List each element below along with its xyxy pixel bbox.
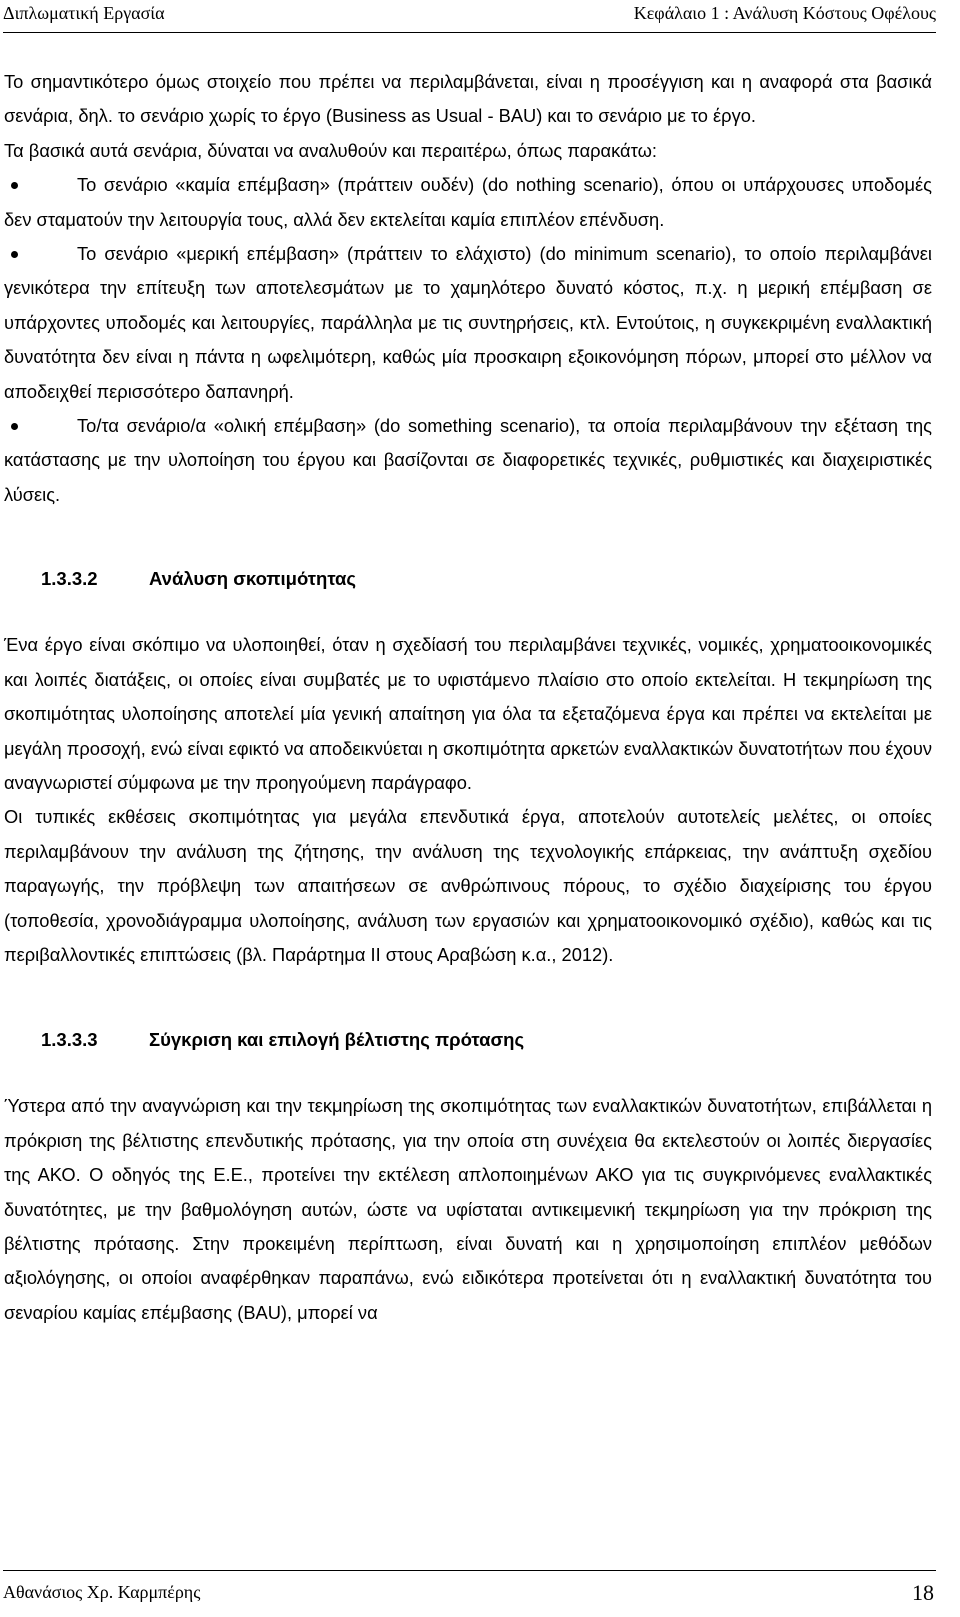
page-header xyxy=(0,0,960,40)
list-item-text: Το/τα σενάριο/α «ολική επέμβαση» (do something scenario), τα οποία περιλαμβάνουν την εξέταση της κατάστασης με την υλοποίηση του έργου και βασίζονται σε διαφορετικές τεχνικές, ρυθμιστικές και διαχειριστικές λύσεις. xyxy=(4,415,932,505)
bullet-icon xyxy=(11,182,18,189)
header-thesis-label: Διπλωματική Εργασία xyxy=(3,3,165,23)
section-title: Ανάλυση σκοπιμότητας xyxy=(149,568,357,590)
list-item-text: Το σενάριο «μερική επέμβαση» (πράττειν το ελάχιστο) (do minimum scenario), το οποίο περιλαμβάνει γενικότερα την επίτευξη των αποτελεσμάτων με το χαμηλότερο δυνατό κόστος, π.χ. η μερική επέμβαση σε υπάρχοντες υποδομές και λειτουργίες, παράλληλα με τις συντηρήσεις, κτλ. Εντούτοις, η συγκεκριμένη εναλλακτική δυνατότητα δεν είναι η πάντα η ωφελιμότερη, καθώς μία πρoσκαιρη εξοικονόμηση πόρων, μπορεί στο μέλλον να αποδειχθεί περισσότερο δαπανηρή. xyxy=(4,243,932,402)
page-footer xyxy=(0,1570,960,1617)
intro-paragraph: Το σημαντικότερο όμως στοιχείο που πρέπει να περιλαμβάνεται, είναι η προσέγγιση και η αναφορά στα βασικά σενάρια, δηλ. το σενάριο χωρίς το έργο (Business as Usual - BAU) και το σενάριο με το έργο. xyxy=(4,71,932,127)
feasibility-paragraph-1: Ένα έργο είναι σκόπιμο να υλοποιηθεί, όταν η σχεδίασή του περιλαμβάνει τεχνικές, νομικές, χρηματοοικονομικές και λοιπές διατάξεις, οι οποίες είναι συμβατές με το υφιστάμενο πλαίσιο στο οποίο εκτελείται. Η τεκμηρίωση της σκοπιμότητας υλοποίησης αποτελεί μία γενική απαίτηση για όλα τα εξεταζόμενα έργα και πρέπει να εκτελείται με μεγάλη προσοχή, ενώ είναι εφικτό να αποδεικνύεται η σκοπιμότητα αρκετών εναλλακτικών δυνατοτήτων που έχουν αναγνωριστεί σύμφωνα με την προηγούμενη παράγραφο. xyxy=(4,634,932,793)
scenario-list xyxy=(4,168,932,512)
page-content xyxy=(4,65,932,1330)
page-number: 18 xyxy=(912,1580,934,1605)
bullet-icon xyxy=(11,423,18,430)
footer-rule xyxy=(3,1570,936,1571)
section-heading-feasibility xyxy=(4,562,932,596)
section-title: Σύγκριση και επιλογή βέλτιστης πρότασης xyxy=(149,1029,525,1051)
list-item xyxy=(4,237,932,409)
comparison-paragraph: Ύστερα από την αναγνώριση και την τεκμηρίωση της σκοπιμότητας των εναλλακτικών δυνατοτήτων, επιβάλλεται η πρόκριση της βέλτιστης επενδυτικής πρότασης, για την οποία στη συνέχεια θα εκτελεστούν οι λοιπές διεργασίες της ΑΚΟ. Ο οδηγός της Ε.Ε., προτείνει την εκτέλεση απλοποιημένων ΑΚΟ για τις συγκρινόμενες εναλλακτικές δυνατότητες, με την βαθμολόγηση αυτών, ώστε να υφίσταται αντικειμενική τεκμηρίωση για την πρόκριση της βέλτιστης πρότασης. Στην προκειμένη περίπτωση, είναι δυνατή και η χρησιμοποίηση επιπλέον μεθόδων αξιολόγησης, οι οποίοι αναφέρθηκαν παραπάνω, ενώ ειδικότερα προτείνεται ότι η εναλλακτική δυνατότητα του σεναρίου καμίας επέμβασης (BAU), μπορεί να xyxy=(4,1095,932,1323)
section-number: 1.3.3.2 xyxy=(41,568,98,590)
list-item xyxy=(4,168,932,237)
footer-author: Αθανάσιος Χρ. Καρμπέρης xyxy=(3,1582,201,1602)
section-number: 1.3.3.3 xyxy=(41,1029,98,1051)
feasibility-paragraph-2: Οι τυπικές εκθέσεις σκοπιμότητας για μεγάλα επενδυτικά έργα, αποτελούν αυτοτελείς μελέτες, οι οποίες περιλαμβάνουν την ανάλυση της ζήτησης, την ανάλυση της τεχνολογικής επάρκειας, την ανάπτυξη σχεδίου παραγωγής, την πρόβλεψη των απαιτήσεων σε ανθρώπινους πόρους, το σχέδιο διαχείρισης του έργου (τοποθεσία, χρονοδιάγραμμα υλοποίησης, ανάλυση των εργασιών και χρηματοοικονομικό σχέδιο), καθώς και τις περιβαλλοντικές επιπτώσεις (βλ. Παράρτημα ΙΙ στους Αραβώση κ.α., 2012). xyxy=(4,806,932,965)
bullet-icon xyxy=(11,251,18,258)
header-chapter-label: Κεφάλαιο 1 : Ανάλυση Κόστους Οφέλους xyxy=(633,3,936,23)
list-item xyxy=(4,409,932,512)
section-heading-comparison xyxy=(4,1023,932,1057)
intro-paragraph-2: Τα βασικά αυτά σενάρια, δύναται να αναλυθούν και περαιτέρω, όπως παρακάτω: xyxy=(4,139,657,161)
header-rule xyxy=(3,32,936,33)
list-item-text: Το σενάριο «καμία επέμβαση» (πράττειν ουδέν) (do nothing scenario), όπου οι υπάρχουσες υποδομές δεν σταματούν την λειτουργία τους, αλλά δεν εκτελείται καμία επιπλέον επένδυση. xyxy=(4,174,932,230)
